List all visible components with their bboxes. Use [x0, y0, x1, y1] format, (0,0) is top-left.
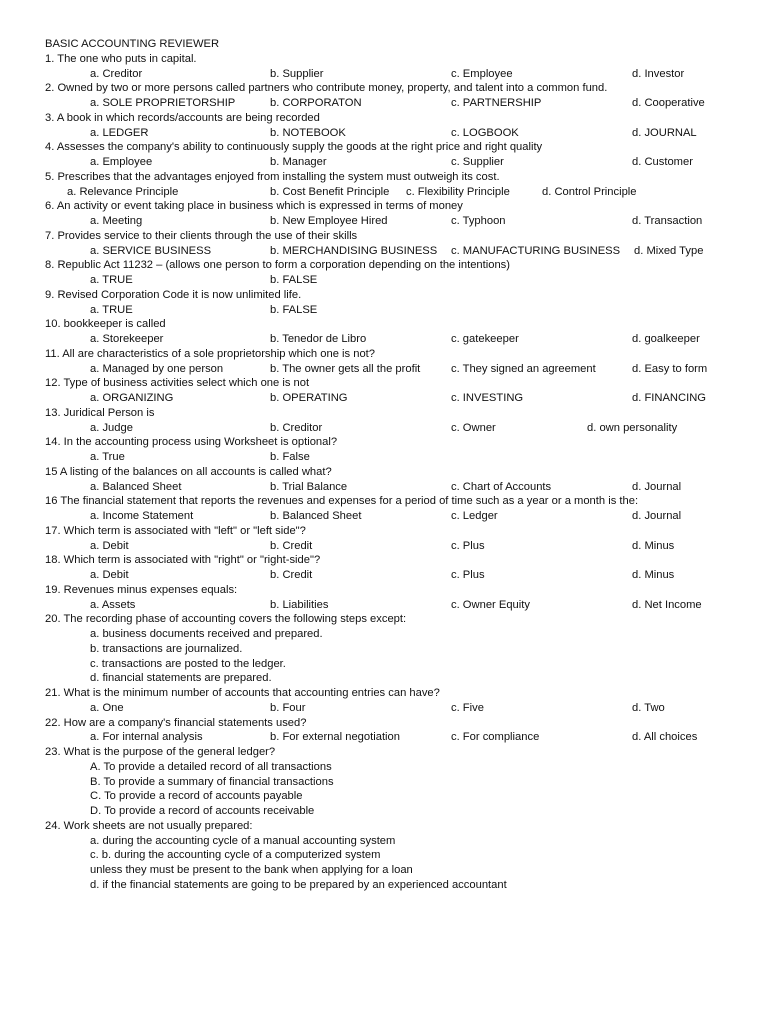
choices-line	[45, 480, 765, 495]
choices-line	[45, 568, 765, 583]
answer-choice: a. Debit	[90, 539, 129, 552]
question-line	[45, 686, 765, 701]
choices-line	[45, 509, 765, 524]
choices-line	[45, 214, 765, 229]
question-line	[45, 406, 765, 421]
answer-choice: D. To provide a record of accounts receivable	[90, 805, 315, 817]
answer-choice: a. ORGANIZING	[90, 392, 174, 404]
answer-choice: a. SOLE PROPRIETORSHIP	[90, 97, 236, 109]
answer-choice: b. New Employee Hired	[270, 215, 388, 227]
question-list	[45, 52, 765, 893]
question-line	[45, 288, 765, 303]
answer-choice: a. TRUE	[90, 303, 133, 316]
answer-choice: c. Chart of Accounts	[451, 480, 552, 493]
answer-choice: a. Debit	[90, 569, 129, 581]
answer-choice: a. Balanced Sheet	[90, 480, 182, 493]
answer-choice: a. Judge	[90, 421, 133, 434]
answer-choice: b. NOTEBOOK	[270, 126, 346, 139]
answer-choice: a. during the accounting cycle of a manual accounting system	[90, 834, 396, 847]
question-text: 2. Owned by two or more persons called partners who contribute money, property, and talent into a common fund.	[45, 82, 608, 95]
answer-choice: b. Creditor	[270, 421, 323, 434]
choices-line	[45, 273, 765, 288]
answer-choice: a. Assets	[90, 598, 136, 611]
answer-choice: d. Customer	[632, 156, 693, 168]
question-line	[45, 140, 765, 155]
answer-choice: a. Meeting	[90, 215, 143, 227]
question-text: 15 A listing of the balances on all accounts is called what?	[45, 465, 332, 478]
question-text: 11. All are characteristics of a sole proprietorship which one is not?	[45, 347, 375, 360]
question-line	[45, 229, 765, 244]
answer-choice: d. Journal	[632, 480, 682, 493]
answer-choice: d. goalkeeper	[632, 333, 700, 345]
answer-choice: a. TRUE	[90, 274, 133, 286]
question-text: 7. Provides service to their clients through the use of their skills	[45, 229, 358, 242]
answer-choice: c. Five	[451, 701, 484, 714]
choice-line	[45, 627, 765, 642]
answer-choice: d. FINANCING	[632, 392, 706, 404]
choice-line	[45, 834, 765, 849]
answer-choice: d. Control Principle	[542, 185, 637, 198]
choice-line	[45, 863, 765, 878]
answer-choice: c. Plus	[451, 539, 485, 552]
question-text: 6. An activity or event taking place in business which is expressed in terms of money	[45, 200, 463, 213]
choices-line	[45, 244, 765, 259]
question-line	[45, 258, 765, 273]
answer-choice: b. Liabilities	[270, 598, 329, 611]
question-line	[45, 612, 765, 627]
answer-choice: b. FALSE	[270, 274, 318, 286]
answer-choice: a. One	[90, 701, 124, 714]
answer-choice: c. They signed an agreement	[451, 362, 596, 375]
answer-choice: c. Typhoon	[451, 215, 506, 227]
choices-line	[45, 391, 765, 406]
question-text: 9. Revised Corporation Code it is now unlimited life.	[45, 288, 302, 301]
answer-choice: d. Minus	[632, 539, 675, 552]
question-text: 5. Prescribes that the advantages enjoyed from installing the system must outweigh its cost.	[45, 170, 500, 183]
reviewer-content	[45, 37, 765, 893]
answer-choice: b. Supplier	[270, 67, 324, 80]
question-line	[45, 583, 765, 598]
question-text: 24. Work sheets are not usually prepared:	[45, 819, 253, 832]
answer-choice: b. Tenedor de Libro	[270, 333, 367, 345]
answer-choice: c. gatekeeper	[451, 333, 519, 345]
answer-choice: c. LOGBOOK	[451, 126, 519, 139]
question-text: 22. How are a company's financial statements used?	[45, 716, 307, 729]
answer-choice: a. Employee	[90, 156, 153, 168]
answer-choice: b. Credit	[270, 569, 313, 581]
answer-choice: c. Supplier	[451, 156, 504, 168]
question-text: 8. Republic Act 11232 – (allows one person to form a corporation depending on the intentions)	[45, 259, 510, 272]
choices-line	[45, 185, 765, 200]
answer-choice: A. To provide a detailed record of all transactions	[90, 760, 332, 773]
document-title: BASIC ACCOUNTING REVIEWER	[45, 38, 220, 50]
answer-choice: c. Ledger	[451, 510, 498, 522]
question-line	[45, 553, 765, 568]
answer-choice: c. Flexibility Principle	[406, 185, 510, 198]
question-line	[45, 376, 765, 391]
answer-choice: a. Income Statement	[90, 510, 194, 522]
answer-choice: a. Relevance Principle	[67, 185, 179, 198]
question-text: 3. A book in which records/accounts are being recorded	[45, 111, 320, 124]
choices-line	[45, 539, 765, 554]
answer-choice: a. Managed by one person	[90, 362, 224, 375]
question-text: 10. bookkeeper is called	[45, 318, 166, 331]
answer-choice: c. Owner	[451, 421, 496, 434]
question-text: 19. Revenues minus expenses equals:	[45, 583, 238, 596]
answer-choice: C. To provide a record of accounts payable	[90, 790, 303, 803]
answer-choice: b. transactions are journalized.	[90, 642, 243, 655]
answer-choice: d. Cooperative	[632, 97, 705, 109]
question-line	[45, 170, 765, 185]
question-line	[45, 524, 765, 539]
question-text: 4. Assesses the company's ability to continuously supply the goods at the right price and right quality	[45, 141, 543, 154]
question-line	[45, 494, 765, 509]
answer-choice: d. Two	[632, 701, 665, 714]
answer-choice: b. False	[270, 451, 310, 463]
answer-choice: unless they must be present to the bank when applying for a loan	[90, 864, 413, 876]
answer-choice: a. For internal analysis	[90, 731, 203, 744]
question-text: 20. The recording phase of accounting covers the following steps except:	[45, 613, 407, 626]
answer-choice: d. Net Income	[632, 598, 702, 611]
answer-choice: c. INVESTING	[451, 392, 524, 404]
answer-choice: b. FALSE	[270, 303, 318, 316]
answer-choice: c. Plus	[451, 569, 485, 581]
question-line	[45, 52, 765, 67]
question-text: 13. Juridical Person is	[45, 406, 155, 419]
choices-line	[45, 96, 765, 111]
answer-choice: b. For external negotiation	[270, 731, 400, 744]
answer-choice: b. The owner gets all the profit	[270, 362, 421, 375]
answer-choice: a. Creditor	[90, 67, 143, 80]
choices-line	[45, 598, 765, 613]
choice-line	[45, 804, 765, 819]
question-text: 1. The one who puts in capital.	[45, 52, 197, 65]
question-line	[45, 745, 765, 760]
answer-choice: c. For compliance	[451, 731, 540, 744]
choice-line	[45, 671, 765, 686]
answer-choice: d. financial statements are prepared.	[90, 672, 272, 685]
answer-choice: a. SERVICE BUSINESS	[90, 244, 212, 257]
answer-choice: c. Owner Equity	[451, 598, 530, 611]
answer-choice: c. MANUFACTURING BUSINESS	[451, 244, 621, 257]
answer-choice: d. All choices	[632, 731, 698, 744]
question-line	[45, 317, 765, 332]
question-line	[45, 81, 765, 96]
question-line	[45, 819, 765, 834]
answer-choice: b. OPERATING	[270, 392, 348, 404]
question-text: 17. Which term is associated with "left" or "left side"?	[45, 524, 306, 537]
choice-line	[45, 878, 765, 893]
choice-line	[45, 775, 765, 790]
choices-line	[45, 450, 765, 465]
question-text: 18. Which term is associated with "right" or "right-side"?	[45, 554, 321, 567]
choices-line	[45, 67, 765, 82]
answer-choice: b. Trial Balance	[270, 480, 348, 493]
question-line	[45, 347, 765, 362]
choice-line	[45, 760, 765, 775]
choices-line	[45, 332, 765, 347]
answer-choice: c. Employee	[451, 67, 513, 80]
answer-choice: B. To provide a summary of financial transactions	[90, 775, 334, 788]
answer-choice: d. Minus	[632, 569, 675, 581]
choices-line	[45, 126, 765, 141]
choice-line	[45, 657, 765, 672]
choice-line	[45, 848, 765, 863]
question-line	[45, 716, 765, 731]
answer-choice: c. transactions are posted to the ledger.	[90, 657, 286, 670]
question-text: 14. In the accounting process using Worksheet is optional?	[45, 436, 338, 449]
choices-line	[45, 730, 765, 745]
question-text: 23. What is the purpose of the general ledger?	[45, 746, 276, 758]
question-text: 16 The financial statement that reports the revenues and expenses for a period of time such as a year or a month is the:	[45, 495, 639, 508]
question-text: 21. What is the minimum number of accounts that accounting entries can have?	[45, 687, 440, 699]
choices-line	[45, 362, 765, 377]
answer-choice: b. CORPORATON	[270, 97, 362, 109]
answer-choice: b. Manager	[270, 156, 327, 168]
answer-choice: d. Investor	[632, 67, 685, 80]
choices-line	[45, 155, 765, 170]
answer-choice: b. Balanced Sheet	[270, 510, 362, 522]
question-line	[45, 465, 765, 480]
question-line	[45, 199, 765, 214]
title-line	[45, 37, 765, 52]
question-line	[45, 435, 765, 450]
answer-choice: a. business documents received and prepared.	[90, 628, 323, 640]
answer-choice: d. own personality	[587, 421, 678, 434]
answer-choice: d. Journal	[632, 510, 682, 522]
answer-choice: d. Transaction	[632, 215, 703, 227]
choices-line	[45, 421, 765, 436]
answer-choice: a. LEDGER	[90, 126, 149, 139]
answer-choice: b. MERCHANDISING BUSINESS	[270, 244, 438, 257]
choices-line	[45, 303, 765, 318]
answer-choice: b. Four	[270, 701, 306, 714]
choices-line	[45, 701, 765, 716]
answer-choice: c. PARTNERSHIP	[451, 97, 542, 109]
answer-choice: a. True	[90, 451, 125, 463]
answer-choice: a. Storekeeper	[90, 333, 164, 345]
answer-choice: d. if the financial statements are going to be prepared by an experienced accountant	[90, 878, 507, 891]
answer-choice: d. JOURNAL	[632, 126, 697, 139]
answer-choice: b. Cost Benefit Principle	[270, 185, 390, 198]
answer-choice: d. Easy to form	[632, 362, 708, 375]
answer-choice: c. b. during the accounting cycle of a computerized system	[90, 849, 381, 862]
choice-line	[45, 789, 765, 804]
choice-line	[45, 642, 765, 657]
question-line	[45, 111, 765, 126]
answer-choice: b. Credit	[270, 539, 313, 552]
question-text: 12. Type of business activities select which one is not	[45, 377, 310, 390]
answer-choice: d. Mixed Type	[634, 244, 704, 257]
